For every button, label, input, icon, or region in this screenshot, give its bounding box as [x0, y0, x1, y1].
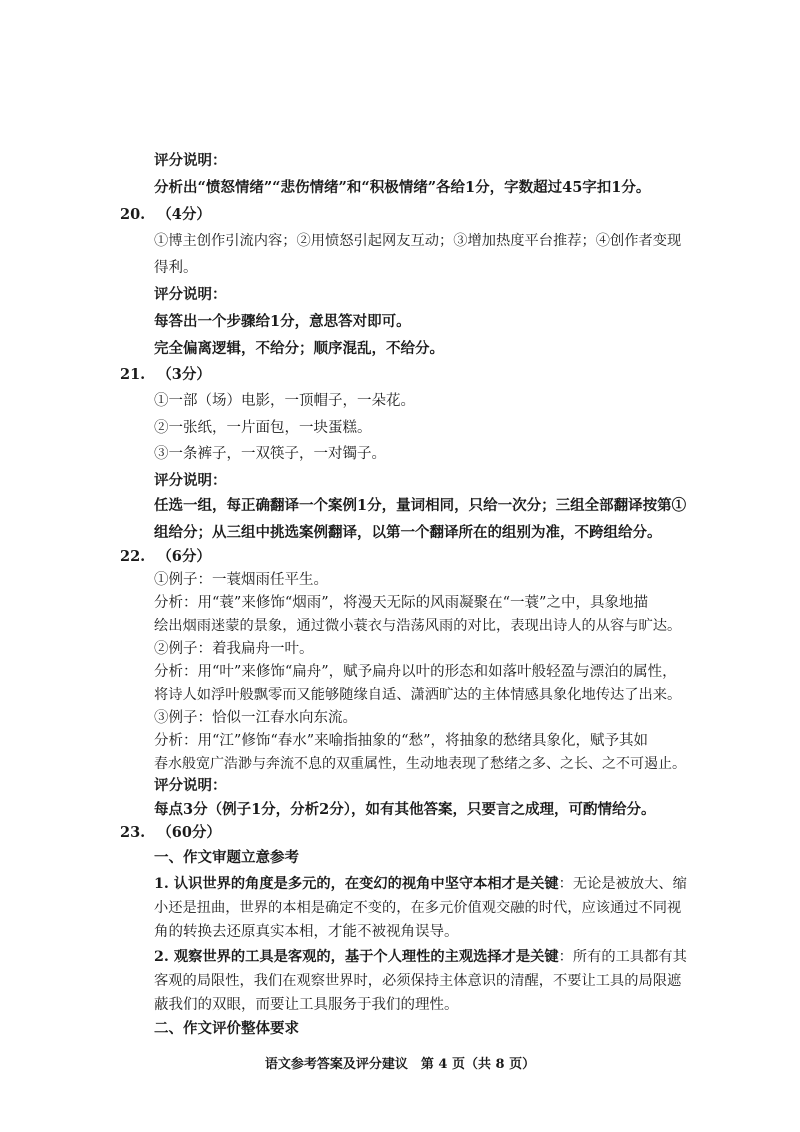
q22-analysis-3-line2: 春水般宽广浩渺与奔流不息的双重属性，生动地表现了愁绪之多、之长、之不可遏止。 [154, 756, 686, 772]
q21-answer-2: ②一张纸，一片面包，一块蛋糕。 [154, 420, 372, 436]
page-footer: 语文参考答案及评分建议 第 4 页（共 8 页） [264, 1057, 536, 1072]
q21-scoring-rule-line1: 任选一组，每正确翻译一个案例1分，量词相同，只给一次分；三组全部翻译按第① [154, 497, 687, 514]
q21-header [120, 366, 211, 384]
question-score: （6分） [157, 548, 211, 565]
q22-scoring-label: 评分说明： [154, 777, 227, 794]
q23-point-2-line1 [154, 948, 687, 966]
q23-point-1-line1 [154, 875, 687, 893]
q23-section-heading-2: 二、作文评价整体要求 [154, 1020, 299, 1037]
q20-answer-line2: 得利。 [154, 260, 198, 276]
question-score: （3分） [157, 366, 211, 383]
q23-point-2-line2: 客观的局限性，我们在观察世界时，必须保持主体意识的清醒，不要让工具的局限遮 [154, 973, 682, 989]
q21-answer-3: ③一条裤子，一双筷子，一对镯子。 [154, 446, 386, 462]
q21-scoring-rule-line2: 组给分；从三组中挑选案例翻译，以第一个翻译所在的组别为准，不跨组给分。 [154, 524, 662, 541]
q22-analysis-2-line2: 将诗人如浮叶般飘零而又能够随缘自适、潇洒旷达的主体情感具象化地传达了出来。 [154, 687, 682, 703]
q19-scoring-label: 评分说明： [154, 152, 227, 169]
q23-point-2-line3: 蔽我们的双眼，而要让工具服务于我们的理性。 [154, 997, 459, 1013]
q20-header [120, 206, 211, 224]
q21-answer-1: ①一部（场）电影，一顶帽子，一朵花。 [154, 393, 415, 409]
q22-analysis-3-line1: 分析：用“江”修饰“春水”来喻指抽象的“愁”，将抽象的愁绪具象化，赋予其如 [154, 733, 648, 749]
q23-point-1-line3: 角的转换去还原真实本相，才能不被视角误导。 [154, 924, 459, 940]
question-score: （4分） [157, 206, 211, 223]
q22-example-3: ③例子：恰似一江春水向东流。 [154, 710, 357, 726]
q23-point-1-title: 1. 认识世界的角度是多元的，在变幻的视角中坚守本相才是关键 [154, 876, 559, 892]
question-number: 21. [120, 366, 146, 383]
q22-analysis-1-line2: 绘出烟雨迷蒙的景象，通过微小蓑衣与浩荡风雨的对比，表现出诗人的从容与旷达。 [154, 618, 682, 634]
question-number: 23. [120, 824, 146, 841]
question-number: 22. [120, 548, 146, 565]
q22-example-2: ②例子：着我扁舟一叶。 [154, 641, 314, 657]
q20-scoring-rule1: 每答出一个步骤给1分，意思答对即可。 [154, 313, 411, 330]
q23-point-2-text: ：所有的工具都有其 [558, 949, 687, 965]
q23-point-2-title: 2. 观察世界的工具是客观的，基于个人理性的主观选择才是关键 [154, 949, 559, 965]
q22-scoring-rule: 每点3分（例子1分，分析2分），如有其他答案，只要言之成理，可酌情给分。 [154, 801, 656, 818]
q22-analysis-1-line1: 分析：用“蓑”来修饰“烟雨”，将漫天无际的风雨凝聚在“一蓑”之中，具象地描 [154, 595, 648, 611]
q20-scoring-rule2: 完全偏离逻辑，不给分；顺序混乱，不给分。 [154, 340, 444, 357]
q22-header [120, 548, 211, 566]
q23-section-heading-1: 一、作文审题立意参考 [154, 849, 299, 866]
question-score: （60分） [157, 824, 221, 841]
q20-answer-line1: ①博主创作引流内容；②用愤怒引起网友互动；③增加热度平台推荐；④创作者变现 [154, 233, 682, 249]
q23-point-1-text: ：无论是被放大、缩 [558, 876, 687, 892]
q22-analysis-2-line1: 分析：用“叶”来修饰“扁舟”，赋予扁舟以叶的形态和如落叶般轻盈与漂泊的属性， [154, 664, 677, 680]
q22-example-1: ①例子：一蓑烟雨任平生。 [154, 572, 328, 588]
q23-header [120, 824, 221, 842]
q19-scoring-rule: 分析出“愤怒情绪”“悲伤情绪”和“积极情绪”各给1分，字数超过45字扣1分。 [154, 179, 651, 196]
q23-point-1-line2: 小还是扭曲，世界的本相是确定不变的，在多元价值观交融的时代，应该通过不同视 [154, 900, 682, 916]
question-number: 20. [120, 206, 146, 223]
q21-scoring-label: 评分说明： [154, 472, 227, 489]
q20-scoring-label: 评分说明： [154, 286, 227, 303]
